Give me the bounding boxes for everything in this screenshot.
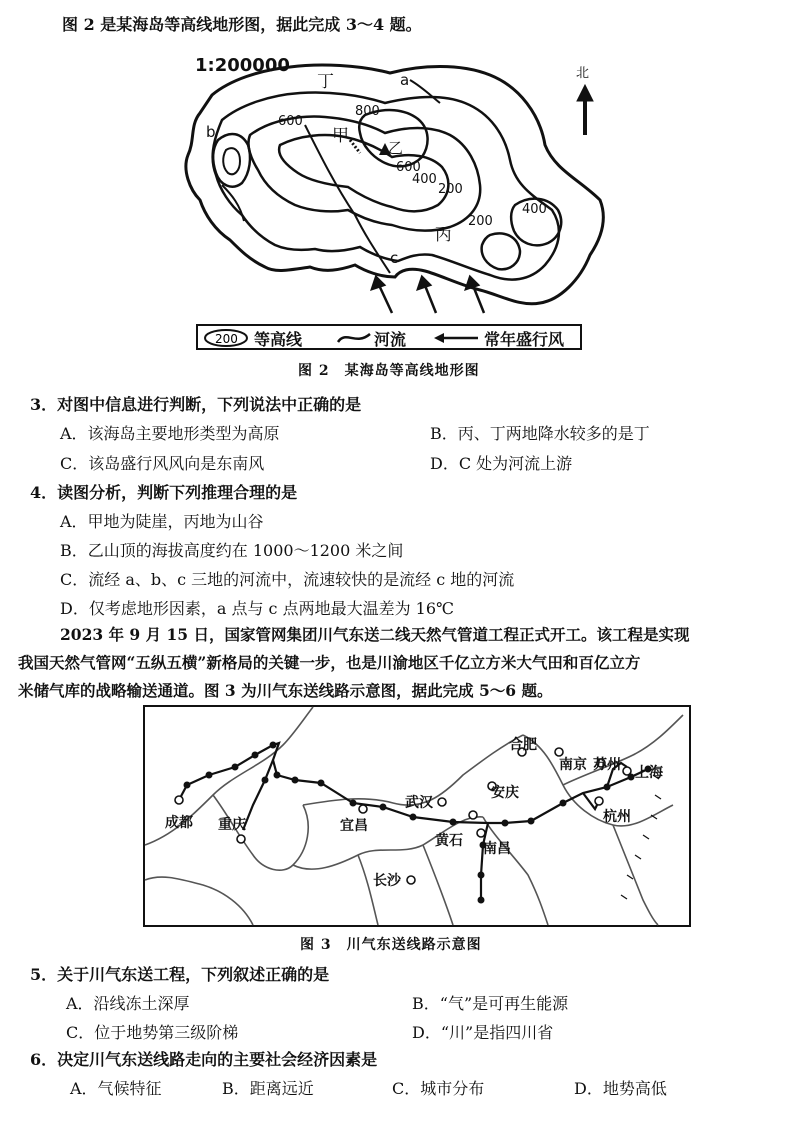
q4-option-a: A．甲地为陡崖，丙地为山谷 — [60, 512, 264, 531]
intro2-line-1: 2023 年 9 月 15 日，国家管网集团川气东送二线天然气管道工程正式开工。该工程是实现 — [60, 625, 690, 644]
label-ding: 丁 — [317, 72, 334, 92]
scale-label: 1:200000 — [195, 55, 290, 76]
q4-stem: 4．读图分析，判断下列推理合理的是 — [30, 483, 298, 502]
river-a — [410, 80, 440, 103]
legend-contour: 等高线 — [254, 330, 303, 349]
intro-text-fig2: 图 2 是某海岛等高线地形图，据此完成 3～4 题。 — [62, 15, 422, 34]
place-suzhou: 苏州 — [593, 757, 621, 773]
q3-option-b: B．丙、丁两地降水较多的是丁 — [430, 424, 650, 443]
q6-option-c: C．城市分布 — [392, 1079, 485, 1098]
q5-stem: 5．关于川气东送工程，下列叙述正确的是 — [30, 965, 330, 984]
contour-map-figure — [160, 45, 620, 355]
fig2-caption: 图 2 某海岛等高线地形图 — [298, 363, 480, 379]
q6-option-d: D．地势高低 — [574, 1079, 667, 1098]
place-chengdu: 成都 — [165, 815, 193, 831]
place-wuhan: 武汉 — [405, 795, 433, 811]
legend-contour-value: 200 — [215, 332, 238, 346]
contour-label-600b: 600 — [396, 160, 421, 175]
intro2-line-3: 米储气库的战略输送通道。图 3 为川气东送线路示意图，据此完成 5～6 题。 — [18, 681, 553, 700]
intro2-line-2: 我国天然气管网“五纵五横”新格局的关键一步，也是川渝地区千亿立方米大气田和百亿立方 — [18, 653, 641, 672]
q6-option-a: A．气候特征 — [70, 1079, 162, 1098]
q3-option-c: C．该岛盛行风风向是东南风 — [60, 454, 265, 473]
place-shanghai: 上海 — [635, 765, 663, 781]
contour-label-800: 800 — [355, 104, 380, 119]
place-changsha: 长沙 — [373, 873, 401, 889]
place-yichang: 宜昌 — [340, 818, 368, 834]
q5-option-d: D．“川”是指四川省 — [412, 1023, 554, 1042]
north-arrow — [577, 85, 593, 135]
legend-river-icon — [336, 330, 372, 346]
contour-200 — [213, 92, 559, 279]
contour-west-hill — [213, 134, 250, 187]
label-b: b — [206, 123, 216, 141]
contour-label-400a: 400 — [412, 172, 437, 187]
pipeline-map-figure — [143, 705, 691, 927]
cliff-mark — [350, 140, 360, 153]
contour-label-600a: 600 — [278, 114, 303, 129]
q5-option-a: A．沿线冻土深厚 — [66, 994, 190, 1013]
label-bing: 丙 — [435, 225, 452, 245]
q4-option-b: B．乙山顶的海拔高度约在 1000～1200 米之间 — [60, 541, 404, 560]
q3-option-d: D．C 处为河流上游 — [430, 454, 573, 473]
q3-option-a: A．该海岛主要地形类型为高原 — [60, 424, 280, 443]
contour-label-200a: 200 — [438, 182, 463, 197]
label-yi: 乙 — [388, 139, 404, 157]
place-anqing: 安庆 — [491, 785, 519, 801]
q5-option-b: B．“气”是可再生能源 — [412, 994, 569, 1013]
fig3-caption: 图 3 川气东送线路示意图 — [300, 937, 482, 953]
north-label: 北 — [576, 66, 590, 81]
contour-label-200b: 200 — [468, 214, 493, 229]
q3-stem: 3．对图中信息进行判断，下列说法中正确的是 — [30, 395, 362, 414]
place-huangshi: 黄石 — [435, 833, 463, 849]
contour-label-400b: 400 — [522, 202, 547, 217]
q6-option-b: B．距离远近 — [222, 1079, 314, 1098]
q4-option-c: C．流经 a、b、c 三地的河流中，流速较快的是流经 c 地的河流 — [60, 570, 515, 589]
contour-southeast-hill — [482, 233, 520, 269]
q4-option-d: D．仅考虑地形因素，a 点与 c 点两地最大温差为 16℃ — [60, 599, 454, 618]
label-c: c — [390, 249, 399, 267]
q6-stem: 6．决定川气东送线路走向的主要社会经济因素是 — [30, 1050, 378, 1069]
label-jia: 甲 — [332, 126, 349, 146]
q5-option-c: C．位于地势第三级阶梯 — [66, 1023, 239, 1042]
place-hefei: 合肥 — [509, 737, 537, 753]
river-b — [222, 185, 244, 221]
legend-contour-icon — [202, 328, 250, 348]
place-nanchang: 南昌 — [483, 841, 511, 857]
place-hangzhou: 杭州 — [603, 809, 631, 825]
contour-west-hill-inner — [223, 148, 240, 174]
label-a: a — [400, 71, 410, 89]
legend-river: 河流 — [374, 330, 407, 349]
place-chongqing: 重庆 — [218, 817, 246, 833]
legend-wind: 常年盛行风 — [484, 330, 565, 349]
map-legend — [196, 324, 582, 350]
intro-paragraph-fig3 — [18, 621, 778, 705]
legend-wind-icon — [432, 331, 480, 345]
wind-arrows — [372, 277, 484, 313]
place-nanjing: 南京 — [559, 757, 587, 773]
